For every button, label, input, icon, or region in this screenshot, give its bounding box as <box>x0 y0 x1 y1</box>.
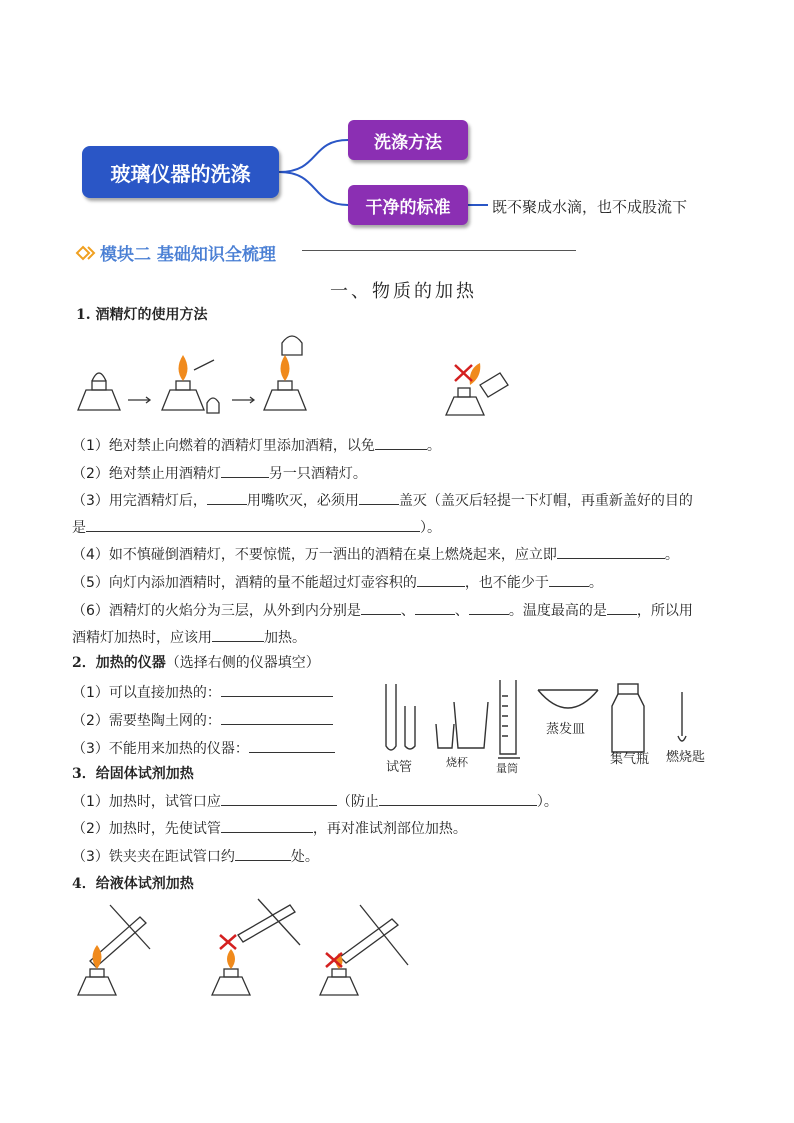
blank[interactable] <box>359 489 399 505</box>
instrument-label-gas-bottle: 集气瓶 <box>610 752 650 767</box>
part1-q3b: 是 ）。 <box>72 516 441 538</box>
blank[interactable] <box>375 434 427 450</box>
module-header <box>76 240 276 265</box>
part1-q4: （4）如不慎碰倒酒精灯，不要惊慌，万一洒出的酒精在桌上燃烧起来，应立即 。 <box>72 543 679 565</box>
blank[interactable] <box>235 845 291 861</box>
module-divider <box>302 250 576 251</box>
blank[interactable] <box>221 817 313 833</box>
blank[interactable] <box>557 543 665 559</box>
part1-q6b: 酒精灯加热时，应该用 加热。 <box>72 626 306 648</box>
blank[interactable] <box>607 599 637 615</box>
section-title: 一、物质的加热 <box>330 281 477 302</box>
blank[interactable] <box>469 599 509 615</box>
blank[interactable] <box>221 462 269 478</box>
part3-q3: （3）铁夹夹在距试管口约 处。 <box>72 845 319 867</box>
instrument-label-beaker: 烧杯 <box>446 756 468 769</box>
blank[interactable] <box>361 599 401 615</box>
part1-q5: （5）向灯内添加酒精时，酒精的量不能超过灯壶容积的 ，也不能少于 。 <box>72 571 603 593</box>
part2-heading: 2．加热的仪器 <box>72 655 166 671</box>
part3-q1: （1）加热时，试管口应 （防止 ）。 <box>72 790 558 812</box>
part3-q2: （2）加热时，先使试管 ，再对准试剂部位加热。 <box>72 817 467 839</box>
liquid-heating-illustration <box>0 895 794 1025</box>
blank[interactable] <box>415 599 455 615</box>
mindmap-main-node: 玻璃仪器的洗涤 <box>82 146 279 198</box>
blank[interactable] <box>221 790 337 806</box>
part1-q3a: （3）用完酒精灯后， 用嘴吹灭，必须用 盖灭（盖灭后轻提一下灯帽，再重新盖好的目的 <box>72 489 693 511</box>
module-title: 模块二 基础知识全梳理 <box>100 245 276 265</box>
alcohol-lamp-steps-illustration <box>0 325 794 435</box>
mindmap-branch-wash-method: 洗涤方法 <box>348 120 468 160</box>
blank[interactable] <box>549 571 589 587</box>
instrument-label-dish: 蒸发皿 <box>546 722 586 737</box>
part2-q2: （2）需要垫陶土网的： <box>72 709 333 731</box>
blank[interactable] <box>212 626 264 642</box>
blank[interactable] <box>207 489 247 505</box>
instrument-label-spoon: 燃烧匙 <box>666 750 706 765</box>
part1-q2: （2）绝对禁止用酒精灯 另一只酒精灯。 <box>72 462 367 484</box>
part2-heading-row <box>72 653 320 673</box>
part1-q6a: （6）酒精灯的火焰分为三层，从外到内分别是 、 、 。温度最高的是 ，所以用 <box>72 599 693 621</box>
diamond-icon <box>76 246 94 260</box>
mindmap-branch-note: 既不聚成水滴，也不成股流下 <box>492 198 688 216</box>
part2-q1: （1）可以直接加热的： <box>72 681 333 703</box>
part4-heading: 4．给液体试剂加热 <box>72 876 194 892</box>
part2-heading-note: （选择右侧的仪器填空） <box>165 655 320 671</box>
blank[interactable] <box>86 516 420 532</box>
blank[interactable] <box>417 571 465 587</box>
part3-heading: 3．给固体试剂加热 <box>72 766 194 782</box>
mindmap-branch-clean-standard: 干净的标准 <box>348 185 468 225</box>
part1-heading: 1. 酒精灯的使用方法 <box>76 307 208 323</box>
blank[interactable] <box>379 790 537 806</box>
instrument-label-cylinder: 量筒 <box>496 762 518 775</box>
instrument-label-test-tube: 试管 <box>386 760 413 775</box>
part2-q3: （3）不能用来加热的仪器： <box>72 737 335 759</box>
part1-q1: （1）绝对禁止向燃着的酒精灯里添加酒精，以免 。 <box>72 434 441 456</box>
